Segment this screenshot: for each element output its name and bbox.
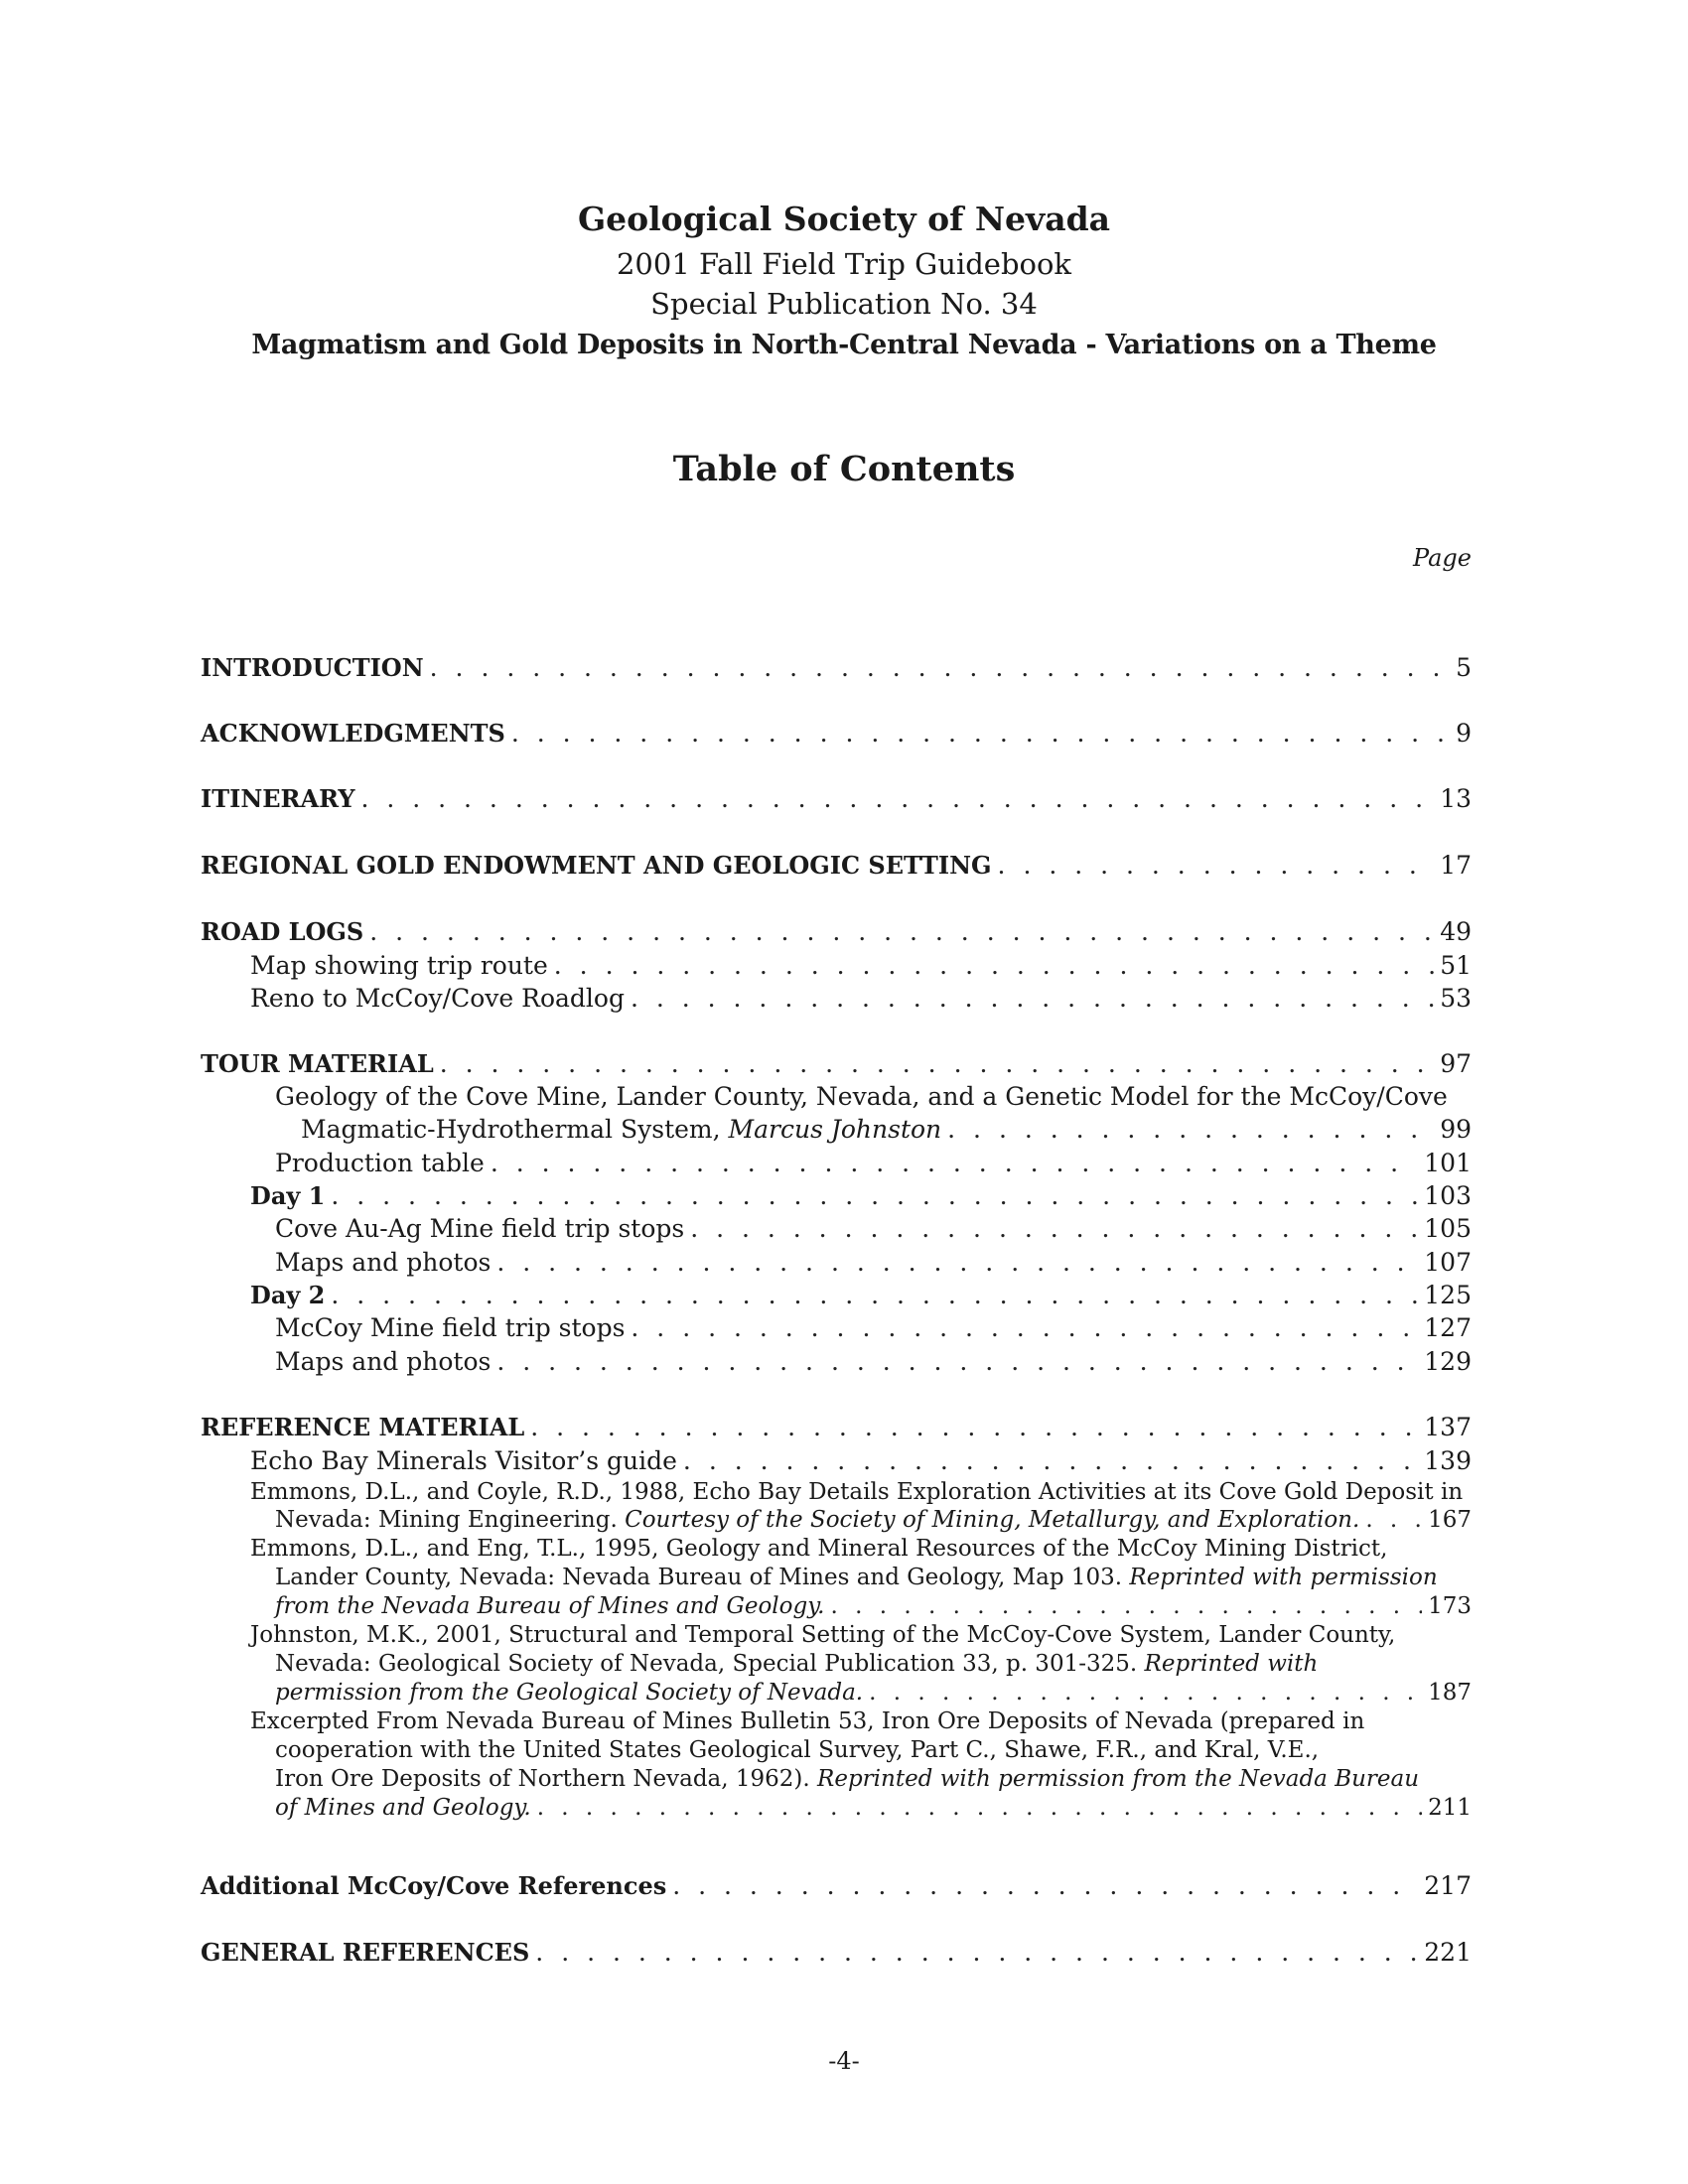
reference-emmons-1995-line2 [275,1563,1438,1592]
dot-leader [535,1936,1418,1970]
dot-leader [491,1147,1418,1180]
reference-credit: Reprinted with permission from the Nevada Bureau [817,1766,1420,1792]
toc-entry-label: Day 1 [250,1181,326,1210]
dot-leader [672,1869,1418,1903]
toc-entry-day-1[interactable] [250,1179,1472,1213]
toc-entry-page: 13 [1440,784,1472,813]
toc-entry-label: ROAD LOGS [201,917,364,946]
toc-entry-label: Maps and photos [275,1248,492,1277]
toc-entry-label-text: Magmatic-Hydrothermal System, [301,1115,729,1144]
toc-entry-label: permission from the Geological Society of Nevada. [275,1680,864,1706]
toc-entry-itinerary[interactable] [201,782,1472,816]
toc-entry-label: Reno to McCoy/Cove Roadlog [250,984,625,1013]
toc-entry-label: GENERAL REFERENCES [201,1938,530,1967]
toc-entry-page: 125 [1424,1281,1472,1309]
toc-entry-regional-gold[interactable] [201,849,1472,883]
page-number: -4- [828,2047,860,2075]
toc-entry-geology-cove-line1: Geology of the Cove Mine, Lander County, Nevada, and a Genetic Model for the McCoy/Cove [275,1082,1448,1111]
toc-entry-page: 105 [1424,1214,1472,1243]
dot-leader [869,1678,1422,1707]
toc-entry-label: Cove Au-Ag Mine field trip stops [275,1214,685,1243]
toc-entry-label [301,1113,941,1147]
toc-entry-page: 51 [1440,951,1472,980]
toc-entry-label: REGIONAL GOLD ENDOWMENT AND GEOLOGIC SETTING [201,851,992,880]
toc-entry-label: of Mines and Geology. [275,1795,531,1821]
toc-entry-acknowledgments[interactable] [201,717,1472,751]
toc-entry-reno-roadlog[interactable] [250,982,1472,1016]
reference-emmons-1988-line1: Emmons, D.L., and Coyle, R.D., 1988, Echo Bay Details Exploration Activities at its Cove Gold Deposit in [250,1479,1464,1505]
toc-entry-mccoy-stops[interactable] [275,1311,1472,1345]
toc-entry-emmons-1995[interactable] [275,1591,1472,1621]
reference-text: Iron Ore Deposits of Northern Nevada, 1962). [275,1766,818,1792]
dot-leader [496,1345,1418,1379]
toc-entry-general-references[interactable] [201,1936,1472,1970]
toc-entry-page: 167 [1428,1507,1472,1533]
dot-leader [537,1793,1422,1823]
dot-leader [511,717,1450,751]
toc-entry-page: 187 [1428,1680,1472,1706]
toc-entry-day-2[interactable] [250,1279,1472,1312]
toc-entry-label: INTRODUCTION [201,653,424,682]
toc-entry-label: REFERENCE MATERIAL [201,1413,525,1441]
toc-entry-additional-references[interactable] [201,1869,1472,1903]
toc-entry-page: 173 [1428,1593,1472,1619]
dot-leader [1365,1505,1422,1535]
document-header [0,195,1688,367]
toc-entry-iron-ore-excerpt[interactable] [275,1793,1472,1823]
toc-entry-page: 217 [1424,1871,1472,1900]
toc-entry-page: 5 [1456,653,1472,682]
toc-entry-cove-stops[interactable] [275,1212,1472,1246]
reference-text: Nevada: Geological Society of Nevada, Special Publication 33, p. 301-325. [275,1651,1145,1677]
dot-leader [998,849,1435,883]
page-column-label: Page [1413,544,1472,572]
toc-entry-label: McCoy Mine field trip stops [275,1313,626,1342]
toc-entry-johnston-2001[interactable] [275,1678,1472,1707]
society-name: Geological Society of Nevada [577,200,1111,238]
toc-entry-page: 17 [1440,851,1472,880]
toc-entry-label: from the Nevada Bureau of Mines and Geology. [275,1593,825,1619]
toc-entry-echo-bay-guide[interactable] [250,1444,1472,1478]
reference-excerpt-line2: cooperation with the United States Geological Survey, Part C., Shawe, F.R., and Kral, V.E., [275,1737,1320,1763]
toc-entry-label: Maps and photos [275,1347,492,1376]
toc-entry-label: Echo Bay Minerals Visitor’s guide [250,1446,677,1475]
dot-leader [496,1246,1418,1280]
toc-entry-page: 137 [1424,1413,1472,1441]
reference-johnston-line2 [275,1649,1318,1679]
toc-entry-label: Day 2 [250,1281,326,1309]
reference-text: Lander County, Nevada: Nevada Bureau of Mines and Geology, Map 103. [275,1565,1130,1590]
toc-entry-tour-material[interactable] [201,1047,1472,1081]
toc-entry-label [275,1505,1359,1535]
toc-title: Table of Contents [672,449,1016,489]
dot-leader [331,1179,1418,1213]
toc-entry-maps-photos-day2[interactable] [275,1345,1472,1379]
toc-entry-reference-material[interactable] [201,1411,1472,1444]
reference-credit: Courtesy of the Society of Mining, Metallurgy, and Exploration. [625,1507,1360,1533]
dot-leader [360,782,1434,816]
toc-entry-page: 97 [1440,1049,1472,1078]
toc-entry-label: ACKNOWLEDGMENTS [201,719,505,748]
toc-entry-map-route[interactable] [250,949,1472,983]
toc-entry-page: 99 [1440,1115,1472,1144]
toc-entry-page: 211 [1428,1795,1472,1821]
toc-entry-label-text: Nevada: Mining Engineering. [275,1507,626,1533]
author-name: Marcus Johnston [728,1115,942,1144]
reference-excerpt-line1: Excerpted From Nevada Bureau of Mines Bulletin 53, Iron Ore Deposits of Nevada (prepared in [250,1708,1365,1734]
toc-entry-page: 107 [1424,1248,1472,1277]
dot-leader [683,1444,1418,1478]
dot-leader [430,651,1450,685]
dot-leader [830,1591,1422,1621]
toc-entry-page: 103 [1424,1181,1472,1210]
guidebook-theme: Magmatism and Gold Deposits in North-Central Nevada - Variations on a Theme [251,330,1437,360]
toc-entry-label: Additional McCoy/Cove References [201,1871,667,1900]
toc-entry-page: 129 [1424,1347,1472,1376]
reference-credit: Reprinted with [1144,1651,1319,1677]
dot-leader [631,982,1434,1016]
toc-entry-road-logs[interactable] [201,915,1472,949]
reference-emmons-1995-line1: Emmons, D.L., and Eng, T.L., 1995, Geology and Mineral Resources of the McCoy Mining District, [250,1536,1388,1562]
publication-number: Special Publication No. 34 [650,287,1038,321]
dot-leader [440,1047,1434,1081]
toc-entry-label: ITINERARY [201,784,355,813]
toc-entry-label: TOUR MATERIAL [201,1049,434,1078]
reference-johnston-line1: Johnston, M.K., 2001, Structural and Temporal Setting of the McCoy-Cove System, Lander County, [250,1622,1396,1648]
guidebook-title: 2001 Fall Field Trip Guidebook [616,247,1071,281]
toc-entry-page: 101 [1424,1149,1472,1177]
toc-entry-geology-cove[interactable] [301,1113,1472,1147]
reference-credit: Reprinted with permission [1129,1565,1438,1590]
dot-leader [690,1212,1418,1246]
toc-entry-label: Map showing trip route [250,951,548,980]
toc-entry-page: 139 [1424,1446,1472,1475]
dot-leader [369,915,1434,949]
toc-entry-page: 53 [1440,984,1472,1013]
dot-leader [631,1311,1418,1345]
toc-entry-page: 127 [1424,1313,1472,1342]
dot-leader [947,1113,1434,1147]
toc-entry-maps-photos-day1[interactable] [275,1246,1472,1280]
dot-leader [530,1411,1418,1444]
toc-entry-page: 9 [1456,719,1472,748]
reference-excerpt-line3 [275,1764,1419,1794]
dot-leader [331,1279,1418,1312]
dot-leader [554,949,1434,983]
toc-entry-label: Production table [275,1149,485,1177]
toc-entry-introduction[interactable] [201,651,1472,685]
toc-entry-page: 221 [1424,1938,1472,1967]
toc-entry-emmons-1988[interactable] [275,1505,1472,1535]
toc-entry-production-table[interactable] [275,1147,1472,1180]
toc-entry-page: 49 [1440,917,1472,946]
